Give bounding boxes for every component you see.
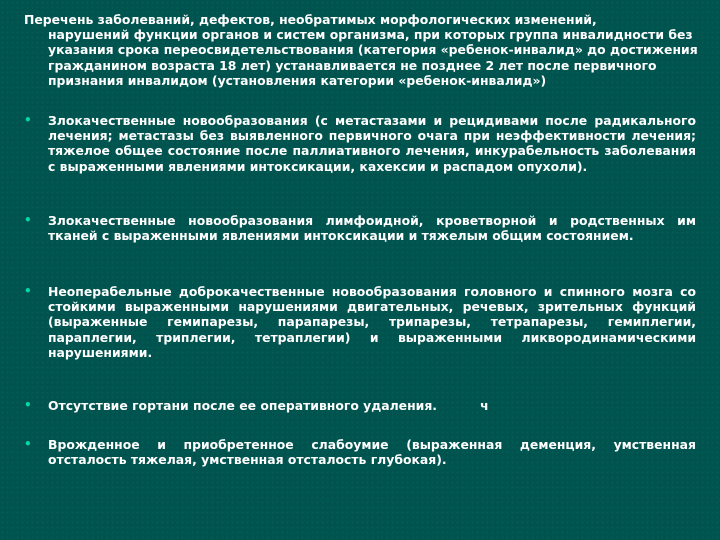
list-item-text: Отсутствие гортани после ее оперативного удаления. ч — [48, 398, 489, 413]
slide-heading — [24, 12, 704, 88]
list-item — [24, 398, 696, 413]
list-item-text: Врожденное и приобретенное слабоумие (выраженная деменция, умственная отсталость тяжелая, умственная отсталость глубокая). — [48, 437, 696, 468]
heading-continuation: нарушений функции органов и систем организма, при которых группа инвалидности без указания срока переосвидетельствования (категория «ребенок-инвалид» до достижения гражданином возраста 18 лет) устанавливается не позднее 2 лет после первичного признания инвалидом (установления категории «ребенок-инвалид») — [48, 27, 698, 88]
bullet-icon: • — [24, 113, 32, 127]
list-item — [24, 437, 696, 467]
list-item-text: Злокачественные новообразования лимфоидной, кроветворной и родственных им тканей с выраженными явлениями интоксикации и тяжелым общим состоянием. — [48, 213, 696, 244]
list-item-text: Неоперабельные доброкачественные новообразования головного и спинного мозга со стойкими выраженными нарушениями двигательных, речевых, зрительных функций (выраженные гемипарезы, парапарезы, трипарезы, тетрапарезы, гемиплегии, параплегии, триплегии, тетраплегии) и выраженными ликвородинамическими нарушениями. — [48, 284, 696, 360]
list-item — [24, 284, 696, 360]
list-item — [24, 113, 696, 174]
list-item-text: Злокачественные новообразования (с метастазами и рецидивами после радикального лечения; метастазы без выявленного первичного очага при неэффективности лечения; тяжелое общее состояние после паллиативного лечения, инкурабельность заболевания с выраженными явлениями интоксикации, кахексии и распадом опухоли). — [48, 113, 696, 174]
bullet-icon: • — [24, 398, 32, 412]
bullet-icon: • — [24, 284, 32, 298]
bullet-icon: • — [24, 213, 32, 227]
bullet-icon: • — [24, 437, 32, 451]
list-item — [24, 213, 696, 243]
heading-first-line: Перечень заболеваний, дефектов, необратимых морфологических изменений, — [24, 12, 597, 27]
